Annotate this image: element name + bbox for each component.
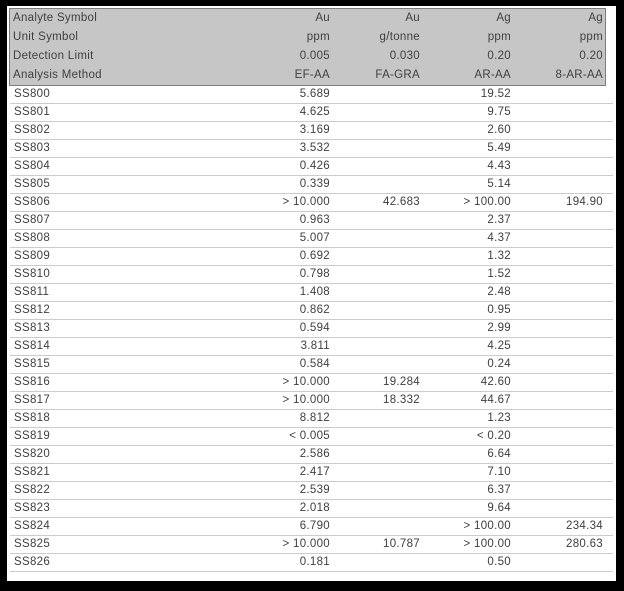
value-cell (330, 86, 420, 103)
sample-id: SS824 (14, 520, 51, 532)
value-cell (330, 266, 420, 283)
value-cell (511, 464, 603, 481)
table-row (10, 122, 613, 140)
sample-id: SS821 (14, 466, 51, 478)
table-row (10, 536, 613, 554)
value-cell: > 100.00 (463, 520, 511, 532)
value-cell: ppm (579, 31, 603, 43)
table-row (10, 86, 613, 104)
value-cell (330, 500, 420, 517)
value-cell: 0.963 (299, 214, 330, 226)
table-row (10, 554, 613, 572)
value-cell (330, 176, 420, 193)
value-cell: 0.584 (299, 358, 330, 370)
value-cell: 0.20 (487, 50, 511, 62)
header-row (10, 66, 605, 85)
value-cell (330, 104, 420, 121)
value-cell: 9.64 (487, 502, 511, 514)
table-row (10, 104, 613, 122)
value-cell: > 100.00 (463, 196, 511, 208)
header-row-label: Unit Symbol (13, 31, 79, 43)
sample-id: SS804 (14, 160, 51, 172)
value-cell: 4.37 (487, 232, 511, 244)
value-cell: 3.169 (299, 124, 330, 136)
value-cell: > 10.000 (282, 196, 330, 208)
value-cell (511, 374, 603, 391)
value-cell: 7.10 (487, 466, 511, 478)
value-cell (330, 410, 420, 427)
header-row (10, 28, 605, 47)
value-cell (511, 122, 603, 139)
value-cell: 0.95 (487, 304, 511, 316)
table-row (10, 464, 613, 482)
value-cell (330, 230, 420, 247)
value-cell: 4.25 (487, 340, 511, 352)
value-cell: 3.811 (300, 340, 330, 352)
value-cell: 4.43 (487, 160, 511, 172)
value-cell (330, 446, 420, 463)
value-cell: 1.23 (487, 412, 511, 424)
value-cell (330, 356, 420, 373)
value-cell: 0.426 (299, 160, 330, 172)
value-cell: 8-AR-AA (555, 69, 603, 81)
value-cell: 194.90 (566, 196, 603, 208)
value-cell (330, 140, 420, 157)
value-cell: Ag (588, 12, 603, 24)
value-cell: 3.532 (299, 142, 330, 154)
table-row (10, 284, 613, 302)
value-cell: 6.790 (299, 520, 330, 532)
value-cell: 42.683 (383, 196, 420, 208)
sample-id: SS818 (14, 412, 51, 424)
table-row (10, 140, 613, 158)
value-cell: 0.339 (299, 178, 330, 190)
value-cell: EF-AA (294, 69, 330, 81)
table-row (10, 428, 613, 446)
value-cell (511, 230, 603, 247)
sample-id: SS806 (14, 196, 51, 208)
value-cell: 5.007 (299, 232, 330, 244)
value-cell: 42.60 (480, 376, 511, 388)
value-cell (511, 266, 603, 283)
value-cell (511, 428, 603, 445)
value-cell (511, 482, 603, 499)
table-header (9, 8, 606, 86)
value-cell: 2.37 (487, 214, 511, 226)
sample-id: SS813 (14, 322, 51, 334)
value-cell: 0.50 (487, 556, 511, 568)
value-cell: 2.99 (487, 322, 511, 334)
sample-id: SS808 (14, 232, 51, 244)
value-cell: 2.018 (299, 502, 330, 514)
value-cell (330, 302, 420, 319)
table-row (10, 212, 613, 230)
value-cell: 5.14 (487, 178, 511, 190)
table-row (10, 176, 613, 194)
sample-id: SS817 (14, 394, 51, 406)
value-cell (511, 554, 603, 571)
value-cell (511, 392, 603, 409)
sample-id: SS811 (14, 286, 50, 298)
sample-id: SS825 (14, 538, 51, 550)
value-cell: 0.692 (299, 250, 330, 262)
value-cell: 280.63 (566, 538, 603, 550)
sample-id: SS802 (14, 124, 51, 136)
value-cell (330, 338, 420, 355)
value-cell (330, 284, 420, 301)
value-cell: 10.787 (383, 538, 420, 550)
value-cell (511, 104, 603, 121)
value-cell (330, 248, 420, 265)
sample-id: SS801 (14, 106, 51, 118)
header-row-label: Analysis Method (13, 69, 102, 81)
value-cell: 44.67 (480, 394, 511, 406)
value-cell (511, 140, 603, 157)
table-row (10, 410, 613, 428)
value-cell (330, 158, 420, 175)
value-cell (511, 320, 603, 337)
table-body (10, 86, 613, 572)
value-cell: < 0.005 (289, 430, 330, 442)
value-cell: 1.52 (487, 268, 511, 280)
value-cell (511, 302, 603, 319)
value-cell: Au (405, 12, 420, 24)
value-cell (511, 356, 603, 373)
value-cell (511, 284, 603, 301)
sample-id: SS800 (14, 88, 51, 100)
value-cell (511, 338, 603, 355)
table-row (10, 356, 613, 374)
value-cell: 0.030 (389, 50, 420, 62)
value-cell: 0.181 (299, 556, 330, 568)
table-row (10, 302, 613, 320)
value-cell (511, 446, 603, 463)
value-cell: 5.49 (487, 142, 511, 154)
value-cell: 19.52 (480, 88, 511, 100)
sample-id: SS826 (14, 556, 51, 568)
value-cell (330, 320, 420, 337)
value-cell: > 10.000 (282, 538, 330, 550)
value-cell: FA-GRA (375, 69, 420, 81)
table-row (10, 248, 613, 266)
value-cell: 9.75 (487, 106, 511, 118)
value-cell: 0.862 (299, 304, 330, 316)
value-cell: 1.408 (299, 286, 330, 298)
value-cell: g/tonne (379, 31, 420, 43)
value-cell (330, 464, 420, 481)
value-cell (330, 518, 420, 535)
value-cell: 2.60 (487, 124, 511, 136)
header-row-label: Detection Limit (13, 50, 94, 62)
value-cell (511, 176, 603, 193)
value-cell: 6.64 (487, 448, 511, 460)
value-cell: 4.625 (299, 106, 330, 118)
value-cell (330, 554, 420, 571)
value-cell: 5.689 (299, 88, 330, 100)
sample-id: SS814 (14, 340, 51, 352)
sample-id: SS822 (14, 484, 51, 496)
value-cell: 1.32 (487, 250, 511, 262)
sample-id: SS812 (14, 304, 51, 316)
table-row (10, 158, 613, 176)
table-row (10, 266, 613, 284)
value-cell: 18.332 (383, 394, 420, 406)
value-cell (511, 500, 603, 517)
value-cell (511, 248, 603, 265)
value-cell: 234.34 (566, 520, 603, 532)
value-cell (330, 428, 420, 445)
value-cell: 2.539 (299, 484, 330, 496)
table-row (10, 482, 613, 500)
sample-id: SS823 (14, 502, 51, 514)
sample-id: SS815 (14, 358, 51, 370)
value-cell: Ag (496, 12, 511, 24)
table-row (10, 446, 613, 464)
table-row (10, 338, 613, 356)
table-row (10, 194, 613, 212)
header-row-label: Analyte Symbol (13, 12, 98, 24)
value-cell (511, 212, 603, 229)
value-cell (511, 158, 603, 175)
value-cell: 19.284 (383, 376, 420, 388)
value-cell: 2.48 (487, 286, 511, 298)
table-row (10, 320, 613, 338)
value-cell: > 10.000 (282, 376, 330, 388)
table-row (10, 374, 613, 392)
value-cell: ppm (487, 31, 511, 43)
sample-id: SS803 (14, 142, 51, 154)
value-cell: 0.005 (299, 50, 330, 62)
value-cell: Au (315, 12, 330, 24)
value-cell: 0.24 (487, 358, 511, 370)
sample-id: SS810 (14, 268, 51, 280)
sample-id: SS805 (14, 178, 51, 190)
value-cell (330, 212, 420, 229)
table-row (10, 518, 613, 536)
sample-id: SS807 (14, 214, 51, 226)
value-cell: > 10.000 (282, 394, 330, 406)
value-cell: 6.37 (487, 484, 511, 496)
value-cell: > 100.00 (463, 538, 511, 550)
header-row (10, 47, 605, 66)
value-cell: < 0.20 (476, 430, 511, 442)
sample-id: SS816 (14, 376, 51, 388)
value-cell: 0.20 (579, 50, 603, 62)
value-cell (330, 482, 420, 499)
value-cell (330, 122, 420, 139)
value-cell: ppm (306, 31, 330, 43)
value-cell: 0.798 (299, 268, 330, 280)
value-cell: AR-AA (474, 69, 511, 81)
table-row (10, 230, 613, 248)
value-cell: 0.594 (299, 322, 330, 334)
sample-id: SS819 (14, 430, 51, 442)
value-cell (511, 86, 603, 103)
sample-id: SS820 (14, 448, 51, 460)
table-row (10, 500, 613, 518)
value-cell: 2.586 (299, 448, 330, 460)
value-cell: 2.417 (299, 466, 330, 478)
value-cell: 8.812 (299, 412, 330, 424)
sample-id: SS809 (14, 250, 51, 262)
table-row (10, 392, 613, 410)
header-row (10, 9, 605, 28)
value-cell (511, 410, 603, 427)
